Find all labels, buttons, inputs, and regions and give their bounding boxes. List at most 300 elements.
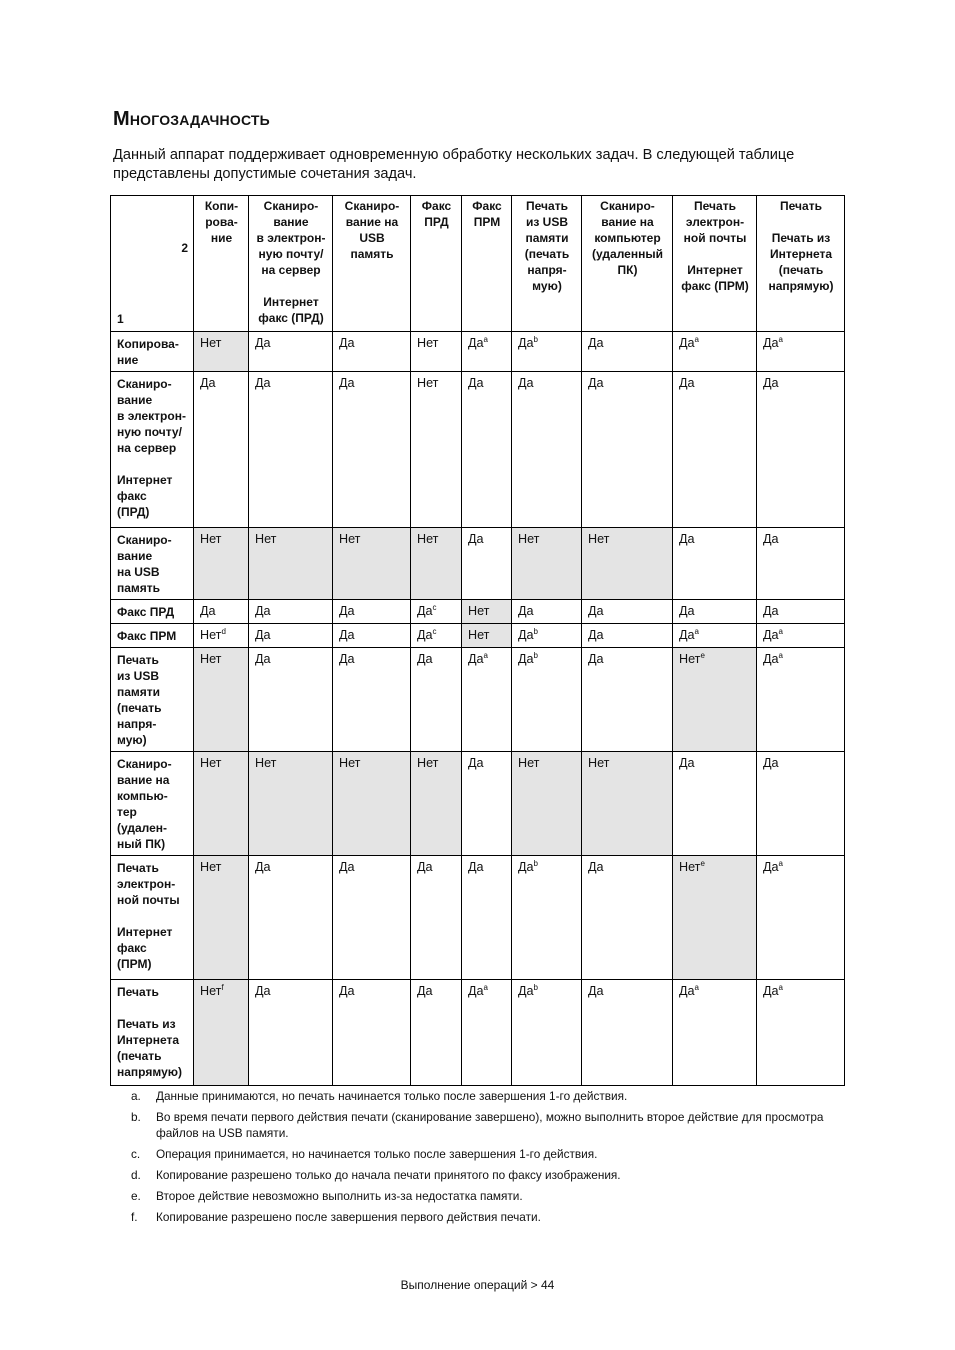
text-line: (печать (117, 701, 162, 715)
table-cell (462, 528, 512, 600)
table-cell (512, 372, 582, 528)
cell-value: Нет (588, 756, 610, 770)
text-line: Печать из (117, 1017, 176, 1031)
cell-value: Да (417, 860, 433, 874)
table-cell (333, 372, 411, 528)
text-line: Интернета (769, 247, 833, 261)
footnote-item (131, 1188, 846, 1204)
table-row (111, 752, 845, 856)
text-line: ПК) (617, 263, 638, 277)
text-line: Печать (526, 199, 568, 213)
table-cell (249, 600, 333, 624)
table-cell (194, 624, 249, 648)
footnote-text: Копирование разрешено после завершения первого действия печати. (156, 1210, 541, 1224)
text-line: Сканиро- (117, 377, 172, 391)
row-header (111, 528, 194, 600)
cell-value: Нет (588, 532, 610, 546)
cell-value: Нет (518, 532, 540, 546)
text-line: мую) (532, 279, 562, 293)
cell-value: Нет (255, 532, 277, 546)
table-cell (249, 980, 333, 1086)
cell-value: Да (200, 376, 216, 390)
table-cell (757, 624, 845, 648)
row-header (111, 648, 194, 752)
text-line: из USB (525, 215, 568, 229)
cell-value: Да (468, 652, 484, 666)
table-cell (673, 856, 757, 980)
text-line: Сканиро- (600, 199, 655, 213)
text-line: памяти (117, 685, 161, 699)
row-header (111, 372, 194, 528)
cell-value: Да (339, 860, 355, 874)
text-line: факс (ПРД) (258, 311, 324, 325)
table-cell (333, 600, 411, 624)
text-line: (печать (778, 263, 824, 277)
table-cell (462, 856, 512, 980)
text-line: Сканиро- (117, 533, 172, 547)
cell-value: Да (468, 336, 484, 350)
text-line: вание на (345, 215, 399, 229)
footnote-marker: b (533, 859, 538, 868)
table-cell (411, 332, 462, 372)
cell-value: Да (763, 860, 779, 874)
table-cell (582, 332, 673, 372)
text-line: в электрон- (117, 409, 186, 423)
footnote-marker: a (694, 983, 699, 992)
table-cell (194, 980, 249, 1086)
column-header (462, 196, 512, 332)
cell-value: Да (518, 376, 534, 390)
footnote-text: Операция принимается, но начинается только после завершения 1-го действия. (156, 1147, 598, 1161)
text-line: электрон- (685, 215, 745, 229)
footnote-marker: d (221, 627, 226, 636)
table-cell (462, 332, 512, 372)
table-cell (582, 752, 673, 856)
column-header (411, 196, 462, 332)
text-line: из USB (117, 669, 160, 683)
cell-value: Да (518, 652, 534, 666)
table-cell (673, 372, 757, 528)
table-cell (333, 980, 411, 1086)
text-line: рова- (205, 215, 238, 229)
cell-value: Да (588, 628, 604, 642)
cell-value: Да (679, 756, 695, 770)
table-cell (249, 372, 333, 528)
text-line: ние (117, 353, 139, 367)
cell-value: Да (339, 652, 355, 666)
text-line: Интернет (117, 925, 173, 939)
table-cell (194, 600, 249, 624)
table-cell (512, 332, 582, 372)
footnote-marker: a (778, 983, 783, 992)
corner-first-task-label: 1 (117, 312, 124, 326)
row-header (111, 600, 194, 624)
table-cell (757, 752, 845, 856)
column-header (757, 196, 845, 332)
cell-value: Нет (255, 756, 277, 770)
cell-value: Да (679, 984, 695, 998)
footnote-marker: a (483, 651, 488, 660)
line-gap (255, 278, 327, 294)
table-cell (582, 648, 673, 752)
text-line: Копи- (204, 199, 239, 213)
table-cell (582, 528, 673, 600)
column-header (673, 196, 757, 332)
text-line: ную почту/ (258, 247, 324, 261)
cell-value: Да (255, 376, 271, 390)
footnote-letter: d. (131, 1168, 141, 1182)
text-line: Сканиро- (344, 199, 400, 213)
cell-value: Да (468, 860, 484, 874)
table-cell (462, 600, 512, 624)
text-line: напрямую) (117, 1065, 182, 1079)
cell-value: Да (255, 652, 271, 666)
cell-value: Да (255, 604, 271, 618)
cell-value: Да (518, 984, 534, 998)
cell-value: Да (763, 376, 779, 390)
line-gap (117, 908, 188, 924)
cell-value: Да (339, 984, 355, 998)
table-row (111, 372, 845, 528)
cell-value: Нет (468, 628, 490, 642)
table-cell (673, 528, 757, 600)
cell-value: Да (588, 376, 604, 390)
table-row (111, 624, 845, 648)
text-line: ПРМ (473, 215, 501, 229)
table-row (111, 648, 845, 752)
text-line: Интернет (687, 263, 743, 277)
table-cell (582, 856, 673, 980)
cell-value: Нет (417, 756, 439, 770)
table-cell (673, 752, 757, 856)
text-line: (ПРМ) (117, 957, 152, 971)
row-header (111, 856, 194, 980)
text-line: Печать (780, 199, 822, 213)
text-line: Печать (117, 985, 159, 999)
text-line: факс (ПРМ) (681, 279, 749, 293)
footnote-marker: c (432, 603, 437, 612)
cell-value: Нет (339, 532, 361, 546)
footnote-item (131, 1088, 846, 1104)
cell-value: Да (763, 652, 779, 666)
table-cell (194, 856, 249, 980)
table-cell (582, 624, 673, 648)
table-row (111, 856, 845, 980)
row-header (111, 980, 194, 1086)
cell-value: Да (255, 628, 271, 642)
corner-second-task-label: 2 (181, 241, 188, 255)
footnote-item (131, 1146, 846, 1162)
text-line: Факс (421, 199, 452, 213)
table-cell (194, 528, 249, 600)
footnote-letter: e. (131, 1189, 141, 1203)
cell-value: Да (339, 628, 355, 642)
table-cell (333, 752, 411, 856)
table-row (111, 332, 845, 372)
footnote-marker: e (700, 859, 705, 868)
table-cell (757, 980, 845, 1086)
table-cell (673, 980, 757, 1086)
table-cell (462, 752, 512, 856)
footnote-marker: b (533, 651, 538, 660)
text-line: Интернет (117, 473, 173, 487)
cell-value: Да (417, 652, 433, 666)
cell-value: Нет (417, 532, 439, 546)
cell-value: Да (468, 376, 484, 390)
footnote-letter: b. (131, 1110, 141, 1124)
footnote-letter: c. (131, 1147, 141, 1161)
footnote-marker: b (533, 983, 538, 992)
line-gap (117, 456, 188, 472)
text-line: Сканиро- (117, 757, 172, 771)
table-cell (512, 752, 582, 856)
cell-value: Да (255, 984, 271, 998)
text-line: тер (117, 805, 137, 819)
footnote-text: Второе действие невозможно выполнить из-за недостатка памяти. (156, 1189, 523, 1203)
text-line: ние (210, 231, 233, 245)
text-line: (печать (117, 1049, 162, 1063)
table-cell (333, 856, 411, 980)
text-line: факс (117, 941, 147, 955)
table-cell (757, 528, 845, 600)
cell-value: Нет (200, 532, 222, 546)
table-cell (411, 980, 462, 1086)
text-line: ной почты (117, 893, 180, 907)
table-cell (333, 332, 411, 372)
cell-value: Нет (200, 652, 222, 666)
table-cell (249, 528, 333, 600)
table-cell (249, 752, 333, 856)
cell-value: Да (417, 628, 433, 642)
text-line: Печать (117, 861, 159, 875)
table-cell (512, 528, 582, 600)
cell-value: Нет (417, 336, 439, 350)
text-line: Интернета (117, 1033, 180, 1047)
footnote-marker: a (778, 651, 783, 660)
table-cell (249, 856, 333, 980)
table-cell (249, 648, 333, 752)
text-line: ной почты (683, 231, 747, 245)
footnote-text: Во время печати первого действия печати (сканирование завершено), можно выполнить второе действие для просмотра файлов на USB памяти. (156, 1110, 824, 1140)
table-cell (411, 600, 462, 624)
cell-value: Да (255, 336, 271, 350)
footnote-marker: c (432, 627, 437, 636)
text-line: факс (117, 489, 147, 503)
table-cell (194, 372, 249, 528)
cell-value: Да (518, 860, 534, 874)
table-cell (411, 752, 462, 856)
text-line: (удаленный (592, 247, 663, 261)
table-cell (673, 648, 757, 752)
row-header (111, 624, 194, 648)
cell-value: Да (763, 532, 779, 546)
footnote-marker: a (694, 335, 699, 344)
table-cell (249, 624, 333, 648)
footnote-marker: b (533, 627, 538, 636)
cell-value: Нет (200, 628, 222, 642)
column-header (333, 196, 411, 332)
table-cell (249, 332, 333, 372)
text-line: Печать из (771, 231, 831, 245)
cell-value: Нет (679, 860, 701, 874)
column-header (194, 196, 249, 332)
text-line: напря- (117, 717, 157, 731)
text-line: мую) (117, 733, 147, 747)
table-cell (333, 624, 411, 648)
table-cell (462, 980, 512, 1086)
cell-value: Да (417, 984, 433, 998)
cell-value: Нет (200, 756, 222, 770)
table-cell (757, 332, 845, 372)
table-cell (411, 624, 462, 648)
cell-value: Да (339, 604, 355, 618)
text-line: USB (359, 231, 385, 245)
cell-value: Да (339, 376, 355, 390)
text-line: Интернет (263, 295, 319, 309)
text-line: напря- (527, 263, 567, 277)
line-gap (763, 214, 839, 230)
cell-value: Да (588, 604, 604, 618)
table-body (111, 332, 845, 1086)
text-line: Сканиро- (263, 199, 319, 213)
footnote-marker: e (700, 651, 705, 660)
cell-value: Нет (200, 336, 222, 350)
text-line: компью- (117, 789, 168, 803)
table-cell (512, 648, 582, 752)
cell-value: Да (763, 756, 779, 770)
table-cell (411, 648, 462, 752)
footnote-marker: a (483, 335, 488, 344)
cell-value: Да (588, 652, 604, 666)
table-cell (582, 980, 673, 1086)
text-line: Факс ПРМ (117, 629, 177, 643)
cell-value: Нет (468, 604, 490, 618)
footnote-marker: a (778, 335, 783, 344)
footnote-text: Копирование разрешено только до начала печати принятого по факсу изображения. (156, 1168, 621, 1182)
cell-value: Да (518, 336, 534, 350)
line-gap (679, 246, 751, 262)
table-cell (757, 648, 845, 752)
row-header (111, 752, 194, 856)
multitasking-table (110, 195, 845, 1086)
cell-value: Да (588, 336, 604, 350)
cell-value: Да (679, 532, 695, 546)
cell-value: Да (679, 336, 695, 350)
cell-value: Да (518, 604, 534, 618)
page-title: Многозадачность (113, 108, 270, 130)
text-line: (удален- (117, 821, 168, 835)
column-header (512, 196, 582, 332)
table-cell (462, 648, 512, 752)
intro-paragraph: Данный аппарат поддерживает одновременную обработку нескольких задач. В следующей таблице представлены допустимые сочетания задач. (113, 147, 795, 182)
table-cell (462, 624, 512, 648)
text-line: ПРД (424, 215, 449, 229)
cell-value: Да (468, 756, 484, 770)
cell-value: Да (588, 860, 604, 874)
footnote-item (131, 1109, 846, 1141)
text-line: (печать (524, 247, 570, 261)
table-cell (582, 600, 673, 624)
cell-value: Да (468, 532, 484, 546)
cell-value: Да (255, 860, 271, 874)
cell-value: Да (518, 628, 534, 642)
cell-value: Нет (339, 756, 361, 770)
cell-value: Нет (518, 756, 540, 770)
text-line: вание (273, 215, 309, 229)
text-line: вание на (117, 773, 170, 787)
cell-value: Да (763, 628, 779, 642)
text-line: ную почту/ (117, 425, 182, 439)
cell-value: Да (763, 604, 779, 618)
column-header (582, 196, 673, 332)
table-cell (512, 856, 582, 980)
footnote-marker: b (533, 335, 538, 344)
text-line: Печать (694, 199, 736, 213)
cell-value: Да (763, 336, 779, 350)
cell-value: Да (417, 604, 433, 618)
text-line: Печать (117, 653, 159, 667)
table-cell (512, 600, 582, 624)
table-cell (194, 752, 249, 856)
table-cell (411, 528, 462, 600)
cell-value: Нет (679, 652, 701, 666)
cell-value: Да (679, 376, 695, 390)
table-cell (194, 648, 249, 752)
footnotes (131, 1088, 846, 1230)
text-line: память (117, 581, 161, 595)
footnote-item (131, 1209, 846, 1225)
line-gap (117, 1000, 188, 1016)
table-cell (333, 528, 411, 600)
table-row (111, 600, 845, 624)
text-line: на сервер (261, 263, 321, 277)
table-cell (512, 980, 582, 1086)
text-line: на USB (117, 565, 160, 579)
footnote-marker: a (483, 983, 488, 992)
cell-value: Нет (200, 984, 222, 998)
table-cell (512, 624, 582, 648)
table-cell (757, 372, 845, 528)
text-line: напрямую) (768, 279, 834, 293)
text-line: Копирова- (117, 337, 179, 351)
header-row (111, 196, 845, 332)
text-line: Факс ПРД (117, 605, 175, 619)
table-cell (673, 332, 757, 372)
table-row (111, 528, 845, 600)
text-line: вание (117, 393, 153, 407)
table-row (111, 980, 845, 1086)
text-line: (ПРД) (117, 505, 150, 519)
text-line: в электрон- (256, 231, 326, 245)
cell-value: Нет (417, 376, 439, 390)
table-cell (411, 856, 462, 980)
footnote-marker: a (778, 627, 783, 636)
text-line: ный ПК) (117, 837, 166, 851)
footnote-marker: a (778, 859, 783, 868)
cell-value: Да (339, 336, 355, 350)
cell-value: Да (679, 628, 695, 642)
table-cell (194, 332, 249, 372)
text-line: памяти (525, 231, 569, 245)
cell-value: Нет (200, 860, 222, 874)
footnote-text: Данные принимаются, но печать начинается только после завершения 1-го действия. (156, 1089, 628, 1103)
table-cell (582, 372, 673, 528)
text-line: Факс (472, 199, 502, 213)
text-line: память (350, 247, 394, 261)
table-cell (411, 372, 462, 528)
text-line: вание (117, 549, 153, 563)
row-header (111, 332, 194, 372)
